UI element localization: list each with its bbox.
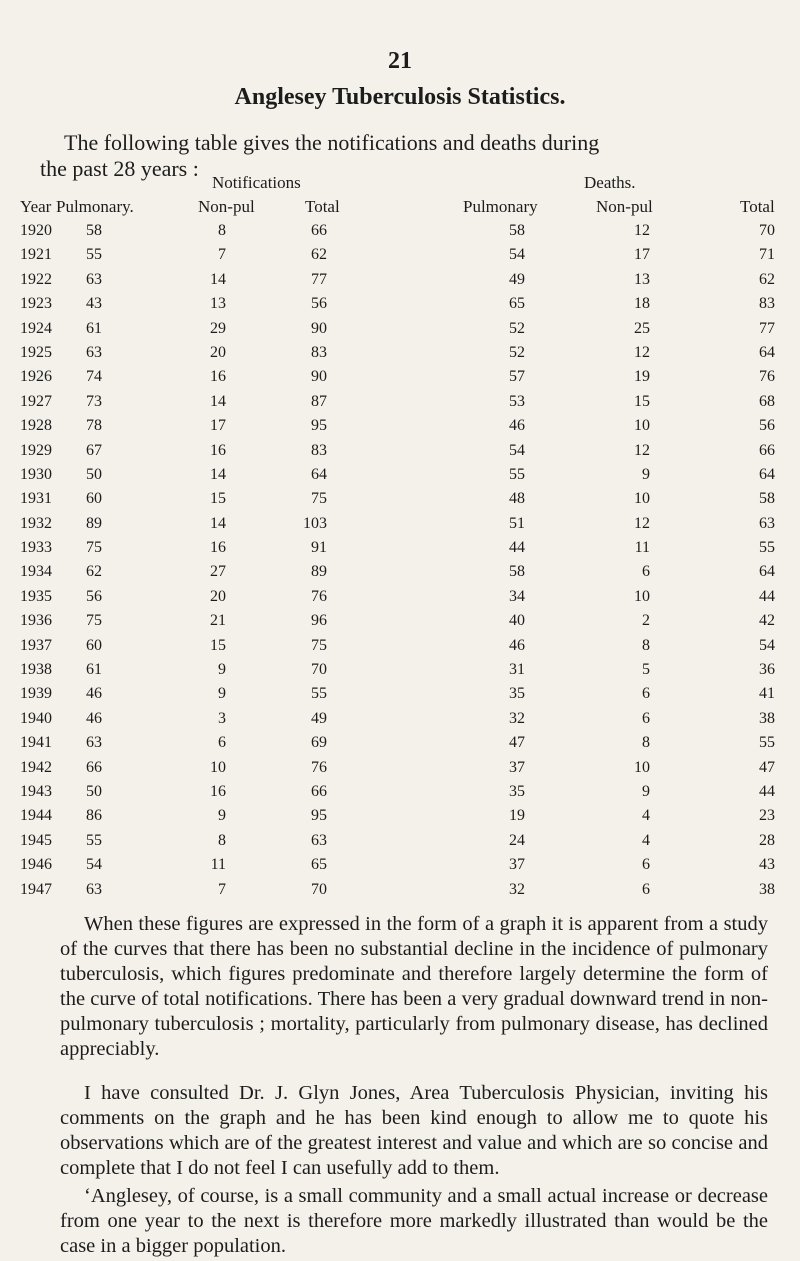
cell-notif-total: 95 xyxy=(311,417,327,435)
cell-year: 1946 xyxy=(20,856,52,874)
cell-deaths-pulmonary: 47 xyxy=(509,734,525,752)
cell-notif-pulmonary: 56 xyxy=(86,587,102,605)
cell-notif-nonpul: 17 xyxy=(210,417,226,435)
column-header-notif-nonpul: Non-pul xyxy=(198,197,255,216)
cell-notif-nonpul: 20 xyxy=(210,343,226,361)
cell-notif-nonpul: 11 xyxy=(210,856,226,874)
cell-deaths-total: 42 xyxy=(759,612,775,630)
cell-notif-nonpul: 7 xyxy=(218,246,226,264)
cell-notif-nonpul: 20 xyxy=(210,587,226,605)
cell-year: 1944 xyxy=(20,807,52,825)
cell-notif-pulmonary: 63 xyxy=(86,270,102,288)
cell-notif-nonpul: 6 xyxy=(218,734,226,752)
cell-deaths-nonpul: 11 xyxy=(634,539,650,557)
cell-notif-total: 70 xyxy=(311,880,327,898)
cell-year: 1941 xyxy=(20,734,52,752)
cell-notif-pulmonary: 62 xyxy=(86,563,102,581)
table-row xyxy=(0,344,800,368)
cell-deaths-nonpul: 9 xyxy=(642,465,650,483)
cell-year: 1931 xyxy=(20,490,52,508)
cell-notif-total: 75 xyxy=(311,490,327,508)
cell-notif-total: 76 xyxy=(311,587,327,605)
cell-year: 1928 xyxy=(20,417,52,435)
cell-deaths-pulmonary: 57 xyxy=(509,368,525,386)
cell-deaths-total: 64 xyxy=(759,343,775,361)
cell-deaths-nonpul: 10 xyxy=(634,490,650,508)
cell-notif-total: 69 xyxy=(311,734,327,752)
table-row xyxy=(0,661,800,685)
cell-notif-pulmonary: 54 xyxy=(86,856,102,874)
cell-deaths-pulmonary: 37 xyxy=(509,856,525,874)
cell-year: 1923 xyxy=(20,295,52,313)
cell-year: 1942 xyxy=(20,758,52,776)
cell-deaths-pulmonary: 44 xyxy=(509,539,525,557)
cell-deaths-total: 54 xyxy=(759,636,775,654)
cell-deaths-nonpul: 6 xyxy=(642,880,650,898)
cell-deaths-pulmonary: 32 xyxy=(509,709,525,727)
cell-notif-total: 75 xyxy=(311,636,327,654)
cell-notif-nonpul: 14 xyxy=(210,392,226,410)
table-row xyxy=(0,881,800,905)
cell-notif-nonpul: 16 xyxy=(210,441,226,459)
cell-notif-pulmonary: 50 xyxy=(86,465,102,483)
cell-notif-pulmonary: 63 xyxy=(86,880,102,898)
cell-deaths-total: 38 xyxy=(759,880,775,898)
table-row xyxy=(0,320,800,344)
cell-notif-pulmonary: 60 xyxy=(86,636,102,654)
cell-year: 1925 xyxy=(20,343,52,361)
cell-deaths-pulmonary: 24 xyxy=(509,831,525,849)
cell-deaths-nonpul: 25 xyxy=(634,319,650,337)
cell-deaths-nonpul: 6 xyxy=(642,709,650,727)
cell-notif-total: 70 xyxy=(311,661,327,679)
table-row xyxy=(0,759,800,783)
cell-notif-total: 90 xyxy=(311,368,327,386)
cell-deaths-nonpul: 9 xyxy=(642,782,650,800)
cell-deaths-nonpul: 6 xyxy=(642,685,650,703)
cell-notif-pulmonary: 75 xyxy=(86,539,102,557)
cell-deaths-total: 38 xyxy=(759,709,775,727)
table-row xyxy=(0,588,800,612)
cell-deaths-total: 76 xyxy=(759,368,775,386)
cell-notif-total: 76 xyxy=(311,758,327,776)
cell-notif-pulmonary: 60 xyxy=(86,490,102,508)
cell-deaths-total: 58 xyxy=(759,490,775,508)
cell-deaths-total: 41 xyxy=(759,685,775,703)
cell-deaths-nonpul: 19 xyxy=(634,368,650,386)
cell-deaths-nonpul: 2 xyxy=(642,612,650,630)
cell-notif-pulmonary: 67 xyxy=(86,441,102,459)
table-row xyxy=(0,515,800,539)
cell-year: 1921 xyxy=(20,246,52,264)
cell-notif-nonpul: 14 xyxy=(210,270,226,288)
cell-year: 1932 xyxy=(20,514,52,532)
cell-year: 1924 xyxy=(20,319,52,337)
cell-deaths-total: 71 xyxy=(759,246,775,264)
table-row xyxy=(0,612,800,636)
cell-notif-nonpul: 15 xyxy=(210,636,226,654)
cell-notif-total: 87 xyxy=(311,392,327,410)
cell-deaths-nonpul: 10 xyxy=(634,417,650,435)
table-row xyxy=(0,539,800,563)
cell-notif-nonpul: 16 xyxy=(210,539,226,557)
cell-deaths-nonpul: 13 xyxy=(634,270,650,288)
cell-year: 1933 xyxy=(20,539,52,557)
column-header-deaths-pulmonary: Pulmonary xyxy=(463,197,538,216)
table-row xyxy=(0,685,800,709)
cell-notif-pulmonary: 73 xyxy=(86,392,102,410)
cell-notif-nonpul: 9 xyxy=(218,807,226,825)
paragraph-physician-quote xyxy=(60,1184,768,1259)
cell-deaths-nonpul: 4 xyxy=(642,831,650,849)
cell-deaths-pulmonary: 54 xyxy=(509,441,525,459)
table-row xyxy=(0,783,800,807)
cell-notif-nonpul: 29 xyxy=(210,319,226,337)
table-row xyxy=(0,490,800,514)
cell-deaths-total: 43 xyxy=(759,856,775,874)
cell-deaths-total: 55 xyxy=(759,734,775,752)
cell-notif-nonpul: 8 xyxy=(218,222,226,239)
paragraph-2-text: I have consulted Dr. J. Glyn Jones, Area Tuberculosis Physician, inviting his comments on the graph and he has been kind enough to allow me to quote his observations which are of the greatest interest and value and which are so concise and complete that I do not feel I can usefully add to them. xyxy=(60,1082,768,1179)
cell-deaths-total: 23 xyxy=(759,807,775,825)
cell-notif-total: 96 xyxy=(311,612,327,630)
column-header-year: Year xyxy=(20,197,52,216)
cell-year: 1947 xyxy=(20,880,52,898)
table-row xyxy=(0,442,800,466)
cell-deaths-pulmonary: 32 xyxy=(509,880,525,898)
table-row xyxy=(0,807,800,831)
table-row xyxy=(0,271,800,295)
table-row xyxy=(0,417,800,441)
cell-deaths-pulmonary: 46 xyxy=(509,417,525,435)
cell-deaths-pulmonary: 58 xyxy=(509,563,525,581)
cell-deaths-nonpul: 15 xyxy=(634,392,650,410)
cell-deaths-total: 64 xyxy=(759,465,775,483)
cell-notif-pulmonary: 55 xyxy=(86,831,102,849)
cell-year: 1930 xyxy=(20,465,52,483)
paragraph-3-text: ‘Anglesey, of course, is a small community and a small actual increase or decrease from one year to the next is therefore more markedly illustrated than would be the case in a bigger population. xyxy=(60,1185,768,1257)
cell-deaths-total: 44 xyxy=(759,587,775,605)
cell-deaths-pulmonary: 53 xyxy=(509,392,525,410)
cell-deaths-pulmonary: 35 xyxy=(509,782,525,800)
cell-notif-pulmonary: 46 xyxy=(86,685,102,703)
cell-deaths-pulmonary: 52 xyxy=(509,343,525,361)
cell-notif-pulmonary: 46 xyxy=(86,709,102,727)
cell-notif-total: 83 xyxy=(311,343,327,361)
cell-notif-total: 66 xyxy=(311,222,327,239)
cell-notif-total: 65 xyxy=(311,856,327,874)
cell-year: 1943 xyxy=(20,782,52,800)
cell-deaths-total: 55 xyxy=(759,539,775,557)
table-row xyxy=(0,637,800,661)
cell-year: 1940 xyxy=(20,709,52,727)
column-header-notif-pulmonary: Pulmonary. xyxy=(56,197,134,216)
paragraph-1-text: When these figures are expressed in the form of a graph it is apparent from a study of the curves that there has been no substantial decline in the incidence of pulmonary tuberculosis, which figures predominate and therefore largely determine the form of the curve of total notifications. There has been a very gradual downward trend in non-pulmonary tuberculosis ; mortality, particularly from pulmonary disease, has declined appreciably. xyxy=(60,913,768,1060)
cell-notif-nonpul: 9 xyxy=(218,685,226,703)
cell-deaths-pulmonary: 54 xyxy=(509,246,525,264)
table-row xyxy=(0,734,800,758)
cell-deaths-total: 68 xyxy=(759,392,775,410)
paragraph-graph-analysis xyxy=(60,912,768,1062)
intro-line-1: The following table gives the notifications and deaths during xyxy=(64,130,600,155)
cell-deaths-total: 64 xyxy=(759,563,775,581)
cell-notif-total: 64 xyxy=(311,465,327,483)
cell-notif-total: 56 xyxy=(311,295,327,313)
cell-deaths-pulmonary: 19 xyxy=(509,807,525,825)
cell-deaths-nonpul: 8 xyxy=(642,734,650,752)
cell-deaths-pulmonary: 65 xyxy=(509,295,525,313)
cell-year: 1936 xyxy=(20,612,52,630)
cell-year: 1929 xyxy=(20,441,52,459)
cell-deaths-pulmonary: 37 xyxy=(509,758,525,776)
cell-notif-total: 62 xyxy=(311,246,327,264)
cell-deaths-pulmonary: 31 xyxy=(509,661,525,679)
page-title: Anglesey Tuberculosis Statistics. xyxy=(234,84,566,110)
group-header-deaths: Deaths. xyxy=(584,173,636,192)
cell-notif-pulmonary: 61 xyxy=(86,661,102,679)
cell-deaths-total: 36 xyxy=(759,661,775,679)
cell-deaths-pulmonary: 52 xyxy=(509,319,525,337)
cell-notif-pulmonary: 75 xyxy=(86,612,102,630)
cell-year: 1927 xyxy=(20,392,52,410)
cell-notif-nonpul: 7 xyxy=(218,880,226,898)
cell-notif-nonpul: 16 xyxy=(210,368,226,386)
paragraph-physician-consultation xyxy=(60,1081,768,1181)
cell-deaths-total: 63 xyxy=(759,514,775,532)
column-header-notif-total: Total xyxy=(305,197,340,216)
cell-deaths-nonpul: 12 xyxy=(634,441,650,459)
cell-notif-total: 91 xyxy=(311,539,327,557)
cell-deaths-nonpul: 10 xyxy=(634,587,650,605)
cell-deaths-pulmonary: 55 xyxy=(509,465,525,483)
cell-deaths-pulmonary: 58 xyxy=(509,222,525,239)
cell-deaths-nonpul: 12 xyxy=(634,222,650,239)
cell-deaths-pulmonary: 35 xyxy=(509,685,525,703)
cell-year: 1938 xyxy=(20,661,52,679)
cell-year: 1945 xyxy=(20,831,52,849)
cell-year: 1920 xyxy=(20,222,52,239)
cell-notif-pulmonary: 74 xyxy=(86,368,102,386)
cell-year: 1922 xyxy=(20,270,52,288)
cell-deaths-total: 47 xyxy=(759,758,775,776)
column-header-deaths-total: Total xyxy=(740,197,775,216)
table-row xyxy=(0,368,800,392)
intro-line-2: the past 28 years : xyxy=(40,156,199,181)
cell-deaths-nonpul: 5 xyxy=(642,661,650,679)
cell-deaths-nonpul: 12 xyxy=(634,343,650,361)
cell-notif-total: 63 xyxy=(311,831,327,849)
cell-notif-total: 66 xyxy=(311,782,327,800)
cell-notif-total: 49 xyxy=(311,709,327,727)
table-row xyxy=(0,246,800,270)
cell-notif-pulmonary: 58 xyxy=(86,222,102,239)
cell-deaths-total: 66 xyxy=(759,441,775,459)
cell-notif-nonpul: 14 xyxy=(210,514,226,532)
cell-year: 1935 xyxy=(20,587,52,605)
cell-notif-pulmonary: 55 xyxy=(86,246,102,264)
cell-notif-total: 90 xyxy=(311,319,327,337)
table-row xyxy=(0,710,800,734)
page-number: 21 xyxy=(388,48,412,74)
table-row xyxy=(0,856,800,880)
cell-notif-total: 83 xyxy=(311,441,327,459)
cell-notif-pulmonary: 61 xyxy=(86,319,102,337)
cell-deaths-nonpul: 17 xyxy=(634,246,650,264)
cell-notif-total: 77 xyxy=(311,270,327,288)
cell-notif-total: 55 xyxy=(311,685,327,703)
cell-deaths-total: 28 xyxy=(759,831,775,849)
cell-notif-pulmonary: 43 xyxy=(86,295,102,313)
cell-deaths-nonpul: 12 xyxy=(634,514,650,532)
cell-year: 1926 xyxy=(20,368,52,386)
cell-notif-nonpul: 21 xyxy=(210,612,226,630)
cell-year: 1934 xyxy=(20,563,52,581)
cell-notif-nonpul: 13 xyxy=(210,295,226,313)
cell-deaths-nonpul: 18 xyxy=(634,295,650,313)
table-row xyxy=(0,832,800,856)
cell-notif-nonpul: 9 xyxy=(218,661,226,679)
cell-deaths-nonpul: 8 xyxy=(642,636,650,654)
cell-notif-pulmonary: 86 xyxy=(86,807,102,825)
cell-year: 1939 xyxy=(20,685,52,703)
column-header-deaths-nonpul: Non-pul xyxy=(596,197,653,216)
cell-notif-pulmonary: 78 xyxy=(86,417,102,435)
cell-deaths-pulmonary: 49 xyxy=(509,270,525,288)
table-row xyxy=(0,563,800,587)
cell-notif-pulmonary: 66 xyxy=(86,758,102,776)
table-row xyxy=(0,222,800,246)
cell-deaths-total: 70 xyxy=(759,222,775,239)
cell-deaths-total: 56 xyxy=(759,417,775,435)
cell-notif-nonpul: 27 xyxy=(210,563,226,581)
cell-notif-total: 103 xyxy=(303,514,327,532)
cell-deaths-total: 44 xyxy=(759,782,775,800)
cell-notif-nonpul: 10 xyxy=(210,758,226,776)
cell-deaths-total: 62 xyxy=(759,270,775,288)
cell-notif-nonpul: 3 xyxy=(218,709,226,727)
cell-deaths-pulmonary: 51 xyxy=(509,514,525,532)
cell-deaths-total: 77 xyxy=(759,319,775,337)
cell-deaths-pulmonary: 48 xyxy=(509,490,525,508)
statistics-table xyxy=(0,222,800,905)
cell-notif-nonpul: 16 xyxy=(210,782,226,800)
cell-year: 1937 xyxy=(20,636,52,654)
cell-deaths-total: 83 xyxy=(759,295,775,313)
cell-notif-pulmonary: 89 xyxy=(86,514,102,532)
cell-notif-pulmonary: 50 xyxy=(86,782,102,800)
cell-deaths-nonpul: 6 xyxy=(642,563,650,581)
cell-notif-pulmonary: 63 xyxy=(86,343,102,361)
table-row xyxy=(0,393,800,417)
table-row xyxy=(0,295,800,319)
cell-deaths-nonpul: 4 xyxy=(642,807,650,825)
cell-deaths-pulmonary: 46 xyxy=(509,636,525,654)
cell-deaths-nonpul: 6 xyxy=(642,856,650,874)
cell-deaths-pulmonary: 40 xyxy=(509,612,525,630)
intro-text xyxy=(40,130,760,182)
table-row xyxy=(0,466,800,490)
group-header-notifications: Notifications xyxy=(212,173,301,192)
cell-deaths-pulmonary: 34 xyxy=(509,587,525,605)
cell-notif-nonpul: 14 xyxy=(210,465,226,483)
cell-notif-nonpul: 8 xyxy=(218,831,226,849)
cell-notif-nonpul: 15 xyxy=(210,490,226,508)
cell-notif-total: 95 xyxy=(311,807,327,825)
cell-notif-total: 89 xyxy=(311,563,327,581)
cell-deaths-nonpul: 10 xyxy=(634,758,650,776)
cell-notif-pulmonary: 63 xyxy=(86,734,102,752)
